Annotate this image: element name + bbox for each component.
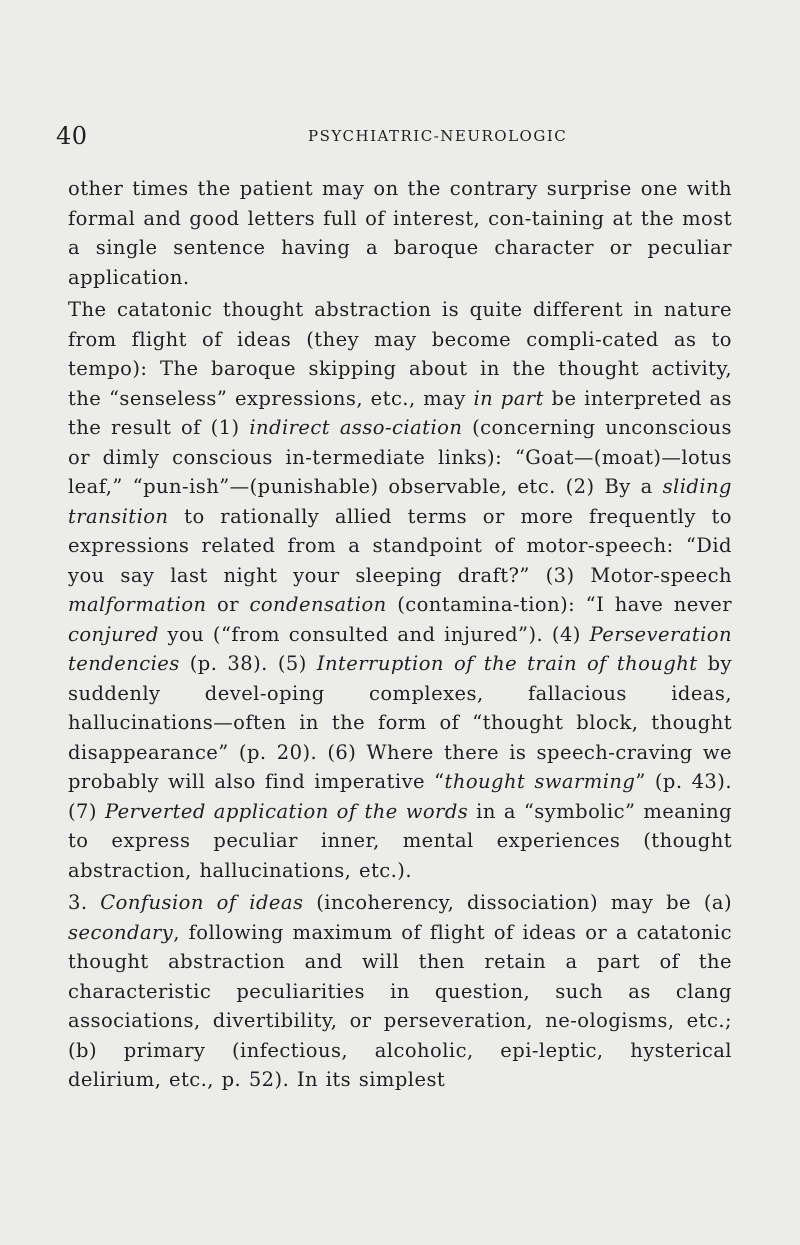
italic-phrase: in part xyxy=(473,386,544,410)
paragraph-2-text: ” (p. 43). (7) xyxy=(68,770,732,823)
paragraph-2-text: by suddenly devel-oping complexes, fallacious ideas, hallucinations—often in the form of “thought block, thought disappearance” (p. 20). (6) Where there is speech-craving we probably will also find imperative “ xyxy=(68,652,732,793)
paragraph-1 xyxy=(68,174,732,292)
paragraph-3-text: (incoherency, dissociation) may be (a) xyxy=(303,891,733,914)
italic-phrase: thought swarming xyxy=(444,770,636,793)
paragraph-1-text: other times the patient may on the contrary surprise one with formal and good letters full of interest, con-taining at the most a single sentence having a baroque character or peculiar application. xyxy=(68,177,732,289)
paragraph-2-text: (concerning unconscious or dimly conscious in-termediate links): “Goat—(moat)—lotus leaf,” “pun-ish”—(punishable) observable, etc. (2) By a xyxy=(68,416,733,498)
italic-phrase: conjured xyxy=(68,622,159,646)
italic-phrase: sliding transition xyxy=(68,475,732,528)
italic-phrase: Perverted application of the words xyxy=(104,799,469,823)
paragraph-2-text: (p. 38). (5) xyxy=(179,652,317,675)
paragraph-3 xyxy=(68,888,732,1095)
paragraph-2-text: (contamina-tion): “I have never xyxy=(386,593,732,616)
paragraph-2-text: you (“from consulted and injured”). (4) xyxy=(158,622,590,646)
paragraph-2-text: The catatonic thought abstraction is quite different in nature from flight of ideas (they may become compli-cated as to tempo): The baroque skipping about in the thought activity, the “senseless” expressions, etc., may xyxy=(68,298,732,410)
italic-phrase: indirect asso-ciation xyxy=(249,416,463,439)
paragraph-2-text: or xyxy=(206,593,250,616)
page-number: 40 xyxy=(56,122,88,150)
paragraph-2-text: be interpreted as the result of (1) xyxy=(68,386,732,439)
body-text xyxy=(68,174,732,1095)
paragraph-2-text: to rationally allied terms or more frequently to expressions related from a standpoint of motor-speech: “Did you say last night your sleeping draft?” (3) Motor-speech xyxy=(68,504,732,587)
paragraph-2 xyxy=(68,295,732,885)
italic-phrase: Confusion of ideas xyxy=(100,891,304,914)
paragraph-3-text: , following maximum of flight of ideas or a catatonic thought abstraction and will then retain a part of the characteristic peculiarities in question, such as clang associations, divertibility, or perseveration, ne-ologisms, etc.; (b) primary (infectious, alcoholic, epi-leptic, hysterical delirium, etc., p. 52). In its simplest xyxy=(68,920,732,1091)
italic-phrase: Perseveration tendencies xyxy=(68,622,732,675)
italic-phrase: Interruption of the train of thought xyxy=(316,652,698,675)
paragraph-2-text: in a “symbolic” meaning to express peculiar inner, mental experiences (thought abstraction, hallucinations, etc.). xyxy=(68,799,733,882)
italic-phrase: malformation xyxy=(68,593,207,616)
paragraph-3-text: 3. xyxy=(68,891,101,914)
italic-phrase: condensation xyxy=(249,593,387,616)
italic-phrase: secondary xyxy=(68,920,174,944)
running-head: PSYCHIATRIC-NEUROLOGIC xyxy=(308,127,568,145)
